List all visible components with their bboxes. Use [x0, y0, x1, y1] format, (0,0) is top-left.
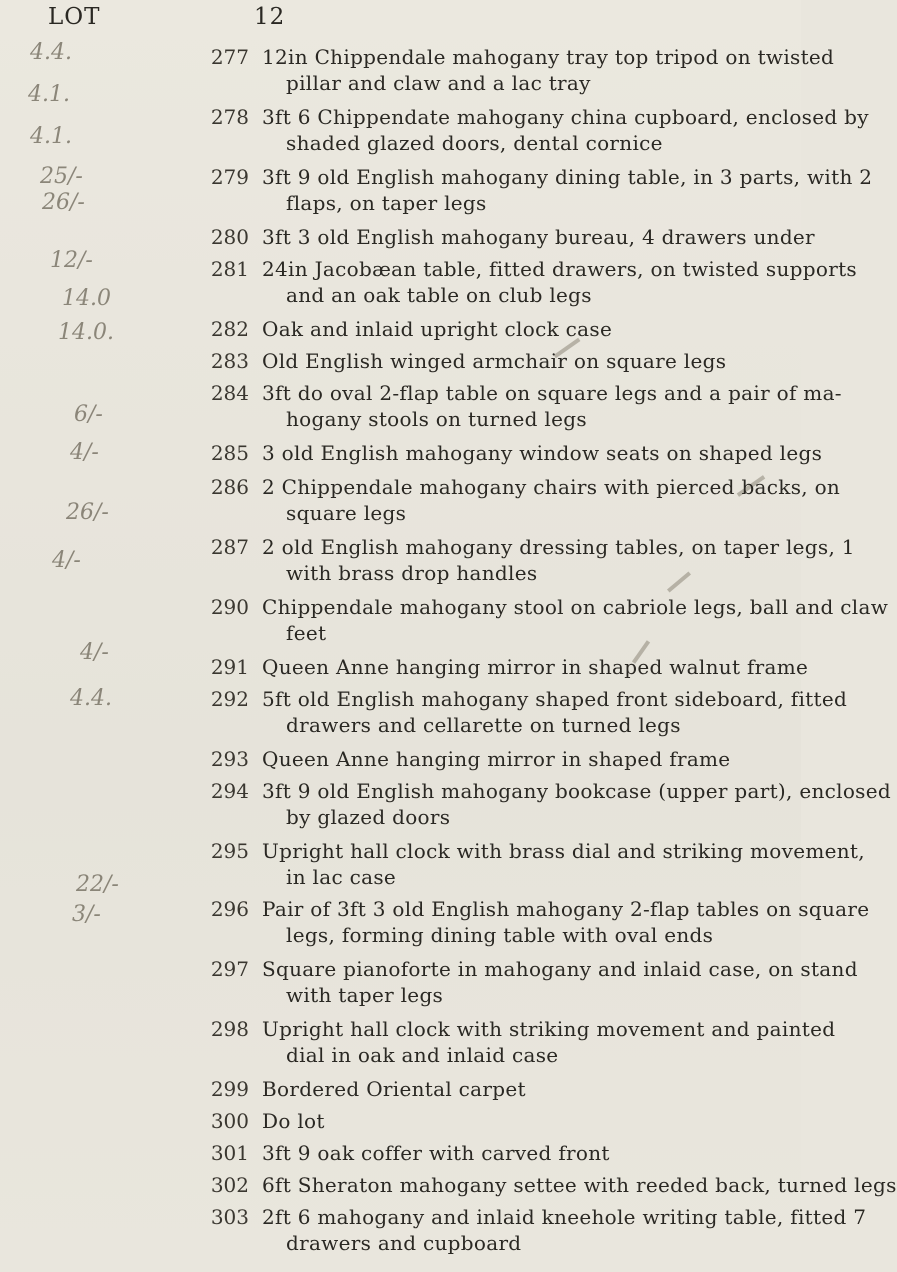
lot-description: [262, 838, 865, 890]
lot-number: 302: [210, 1173, 249, 1197]
lot-description-line: Old English winged armchair on square legs: [262, 349, 727, 373]
lot-description-continuation: in lac case: [286, 865, 397, 889]
lot-description: [262, 44, 835, 96]
lot-description: [262, 746, 782, 772]
lot-description: [262, 534, 855, 586]
lot-entry: [0, 654, 809, 680]
lot-description: [262, 1076, 782, 1102]
lot-entry: [0, 224, 815, 250]
margin-price-note: 12/-: [50, 248, 93, 273]
lot-description-line: 2 old English mahogany dressing tables, on taper legs, 1: [262, 535, 855, 559]
margin-price-note: 6/-: [74, 402, 103, 427]
margin-price-note: 14.0: [62, 286, 111, 311]
lot-description: [262, 654, 809, 680]
lot-number: 303: [210, 1205, 249, 1229]
lot-number: 286: [210, 475, 249, 499]
lot-description: [262, 896, 870, 948]
margin-price-note: 3/-: [72, 902, 101, 927]
lot-description: [262, 440, 823, 466]
lot-description-continuation: drawers and cellarette on turned legs: [286, 713, 681, 737]
lot-description-continuation: hogany stools on turned legs: [286, 407, 587, 431]
lot-number: 287: [210, 535, 249, 559]
lot-number: 292: [210, 687, 249, 711]
lot-description-line: 5ft old English mahogany shaped front sideboard, fitted: [262, 687, 848, 711]
lot-entry: [0, 778, 891, 830]
lot-number: 277: [210, 45, 249, 69]
page-number: 12: [254, 4, 286, 30]
lot-description: [262, 778, 891, 830]
lot-entry: [0, 1204, 867, 1256]
lot-description-line: 3 old English mahogany window seats on shaped legs: [262, 441, 823, 465]
lot-entry: [0, 440, 823, 466]
lot-description-continuation: flaps, on taper legs: [286, 191, 487, 215]
lot-description-continuation: legs, forming dining table with oval ends: [286, 923, 714, 947]
lot-number: 296: [210, 897, 249, 921]
margin-price-note: 4.4.: [30, 40, 72, 65]
margin-price-note: 4.1.: [28, 82, 70, 107]
lot-description: [262, 316, 782, 342]
lot-description-line: Upright hall clock with brass dial and striking movement,: [262, 839, 865, 863]
lot-description: [262, 594, 889, 646]
lot-column-heading: LOT: [48, 4, 101, 30]
lot-description-line: 3ft 6 Chippendate mahogany china cupboard, enclosed by: [262, 105, 869, 129]
lot-description: [262, 256, 857, 308]
lot-number: 295: [210, 839, 249, 863]
lot-description-line: 3ft 9 old English mahogany bookcase (upper part), enclosed: [262, 779, 891, 803]
lot-description-continuation: and an oak table on club legs: [286, 283, 592, 307]
lot-description-continuation: square legs: [286, 501, 407, 525]
margin-price-note: 25/-: [40, 164, 83, 189]
lot-description-line: 3ft 9 oak coffer with carved front: [262, 1141, 610, 1165]
lot-entry: [0, 104, 869, 156]
lot-number: 293: [210, 747, 249, 771]
lot-description-line: Upright hall clock with striking movement and painted: [262, 1017, 836, 1041]
lot-description-continuation: shaded glazed doors, dental cornice: [286, 131, 663, 155]
lot-number: 290: [210, 595, 249, 619]
lot-description-continuation: with brass drop handles: [286, 561, 538, 585]
lot-description-line: Queen Anne hanging mirror in shaped frame: [262, 747, 731, 771]
lot-number: 291: [210, 655, 249, 679]
margin-price-note: 4/-: [52, 548, 81, 573]
lot-description: [262, 956, 858, 1008]
lot-number: 298: [210, 1017, 249, 1041]
lot-description-line: Queen Anne hanging mirror in shaped walnut frame: [262, 655, 809, 679]
margin-price-note: 4.4.: [70, 686, 112, 711]
lot-description-line: Chippendale mahogany stool on cabriole legs, ball and claw: [262, 595, 889, 619]
lot-entry: [0, 1076, 801, 1102]
lot-description-line: 2 Chippendale mahogany chairs with pierced backs, on: [262, 475, 841, 499]
lot-description: [262, 1016, 836, 1068]
lot-number: 279: [210, 165, 249, 189]
lot-number: 299: [210, 1077, 249, 1101]
lot-number: 285: [210, 441, 249, 465]
lot-entry: [0, 956, 858, 1008]
lot-entry: [0, 838, 865, 890]
lot-description-line: 24in Jacobæan table, fitted drawers, on twisted supports: [262, 257, 857, 281]
lot-description: [262, 686, 848, 738]
lot-description-continuation: feet: [286, 621, 327, 645]
lot-entry: [0, 348, 801, 374]
lot-description-line: Do lot: [262, 1109, 325, 1133]
lot-description-line: Oak and inlaid upright clock case: [262, 317, 613, 341]
lot-description-line: 12in Chippendale mahogany tray top tripod on twisted: [262, 45, 835, 69]
lot-number: 294: [210, 779, 249, 803]
lot-description: [262, 348, 782, 374]
lot-entry: [0, 1108, 801, 1134]
lot-entry: [0, 1172, 897, 1198]
lot-entry: [0, 534, 855, 586]
lot-description: [262, 224, 815, 250]
lot-entry: [0, 380, 842, 432]
lot-entry: [0, 474, 841, 526]
lot-description-line: Bordered Oriental carpet: [262, 1077, 526, 1101]
lot-number: 283: [210, 349, 249, 373]
lot-entry: [0, 896, 870, 948]
lot-description-continuation: pillar and claw and a lac tray: [286, 71, 591, 95]
lot-description: [262, 164, 873, 216]
lot-number: 284: [210, 381, 249, 405]
lot-description-continuation: drawers and cupboard: [286, 1231, 522, 1255]
margin-price-note: 4/-: [80, 640, 109, 665]
lot-entry: [0, 594, 889, 646]
lot-number: 301: [210, 1141, 249, 1165]
lot-description: [262, 104, 869, 156]
lot-entry: [0, 686, 848, 738]
lot-description-line: 3ft do oval 2-flap table on square legs and a pair of ma-: [262, 381, 842, 405]
lot-description-continuation: dial in oak and inlaid case: [286, 1043, 559, 1067]
lot-description-continuation: by glazed doors: [286, 805, 451, 829]
margin-price-note: 14.0.: [58, 320, 114, 345]
lot-description: [262, 1172, 897, 1198]
margin-price-note: 26/-: [42, 190, 85, 215]
lot-list: [0, 38, 897, 1256]
margin-price-note: 4.1.: [30, 124, 72, 149]
lot-description: [262, 1140, 782, 1166]
lot-entry: [0, 256, 857, 308]
lot-description: [262, 1108, 782, 1134]
lot-description-continuation: with taper legs: [286, 983, 444, 1007]
lot-entry: [0, 44, 835, 96]
lot-entry: [0, 1016, 836, 1068]
lot-description-line: Square pianoforte in mahogany and inlaid case, on stand: [262, 957, 858, 981]
lot-description-line: 3ft 9 old English mahogany dining table, in 3 parts, with 2: [262, 165, 873, 189]
lot-entry: [0, 164, 873, 216]
lot-description: [262, 380, 842, 432]
lot-description-line: Pair of 3ft 3 old English mahogany 2-flap tables on square: [262, 897, 870, 921]
lot-description: [262, 474, 841, 526]
lot-number: 278: [210, 105, 249, 129]
lot-entry: [0, 316, 801, 342]
lot-number: 281: [210, 257, 249, 281]
margin-price-note: 4/-: [70, 440, 99, 465]
lot-description-line: 3ft 3 old English mahogany bureau, 4 drawers under: [262, 225, 815, 249]
lot-number: 282: [210, 317, 249, 341]
lot-description-line: 6ft Sheraton mahogany settee with reeded back, turned legs: [262, 1173, 897, 1197]
margin-price-note: 26/-: [66, 500, 109, 525]
lot-entry: [0, 1140, 801, 1166]
lot-number: 297: [210, 957, 249, 981]
lot-number: 300: [210, 1109, 249, 1133]
lot-number: 280: [210, 225, 249, 249]
lot-entry: [0, 746, 801, 772]
lot-description-line: 2ft 6 mahogany and inlaid kneehole writing table, fitted 7: [262, 1205, 867, 1229]
lot-description: [262, 1204, 867, 1256]
margin-price-note: 22/-: [76, 872, 119, 897]
